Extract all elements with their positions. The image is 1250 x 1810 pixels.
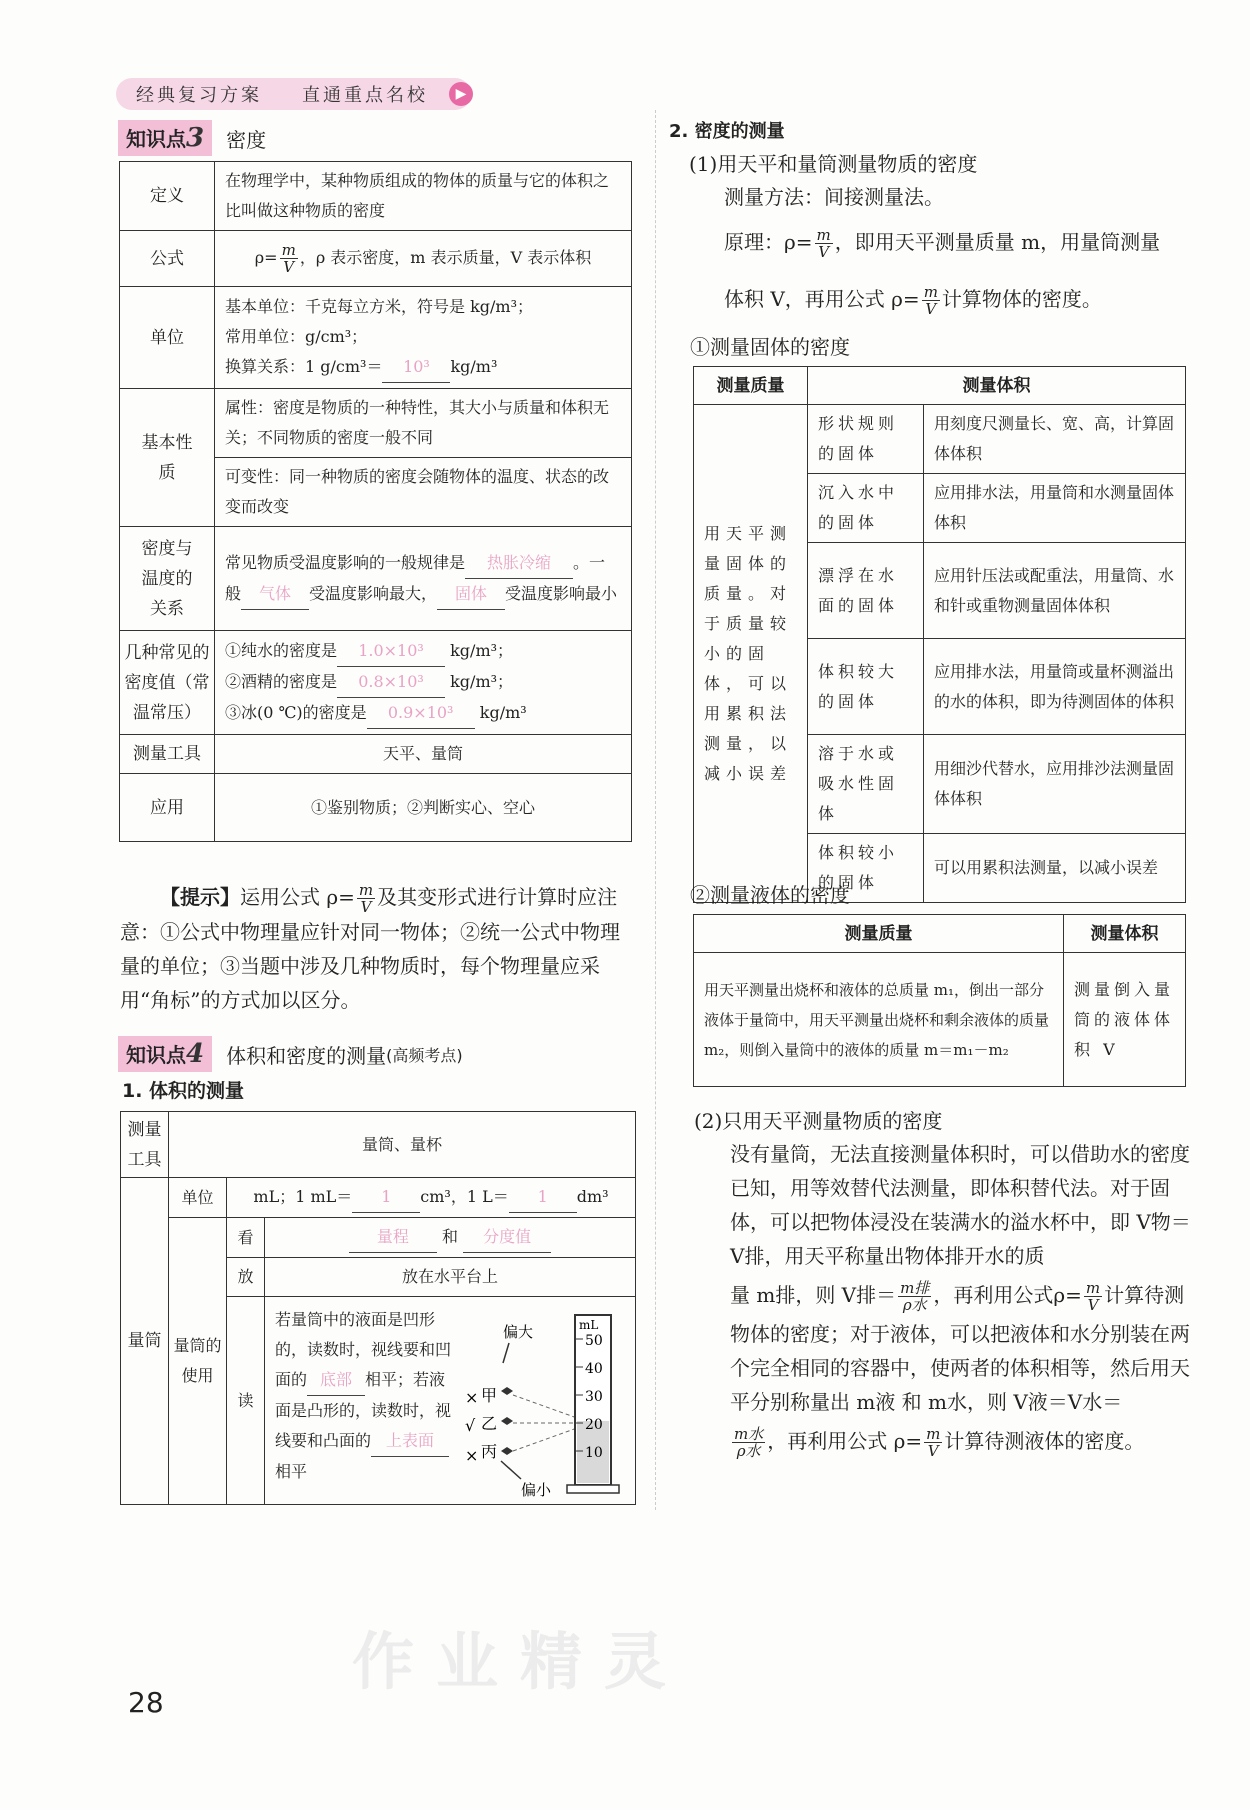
column-divider: [655, 110, 656, 1510]
p2-fraction2: [1084, 1280, 1102, 1313]
principle2-fraction: [922, 284, 940, 317]
formula-cell: [215, 231, 632, 287]
answer-fill: 1.0×10³: [337, 636, 445, 667]
principle2-pre: 体积 V，再用公式 ρ=: [724, 287, 920, 311]
frac-den: V: [818, 243, 830, 261]
principle2-post: 计算物体的密度。: [941, 287, 1102, 311]
eye-icon: [501, 1417, 513, 1425]
p2-text3: 物体的密度；对于液体，可以把液体和水分别装在两个完全相同的容器中，使两者的体积相等，然后用天平分别称量出 m液 和 m水，则 V液＝V水＝: [730, 1322, 1190, 1414]
kp4-heading: 体积和密度的测量: [226, 1043, 387, 1068]
hint-post: 及其变形式进行计算时应注意：①公式中物理量应针对同一物体；②统一公式中物理量的单位；③当题中涉及几种物质时，每个物理量应采用“角标”的方式加以区分。: [120, 885, 620, 1012]
read-text: [275, 1305, 461, 1487]
vol-unit-pre: mL；1 mL＝: [253, 1187, 353, 1206]
solid-type: 形状规则的固体: [808, 405, 924, 474]
ice-density: ③冰(0 ℃)的密度是: [225, 703, 367, 722]
answer-fill: 0.9×10³: [367, 698, 475, 729]
frac-den: V: [927, 1442, 939, 1460]
read-pre: 若量筒中的液面是凹形的，读数时，视线要和凹面的: [275, 1310, 452, 1389]
fig-high-label: 偏大: [503, 1323, 534, 1341]
vol-unit-cell: [227, 1178, 636, 1218]
p2-text2-mid: ，再利用公式ρ=: [933, 1283, 1082, 1307]
formula-rho: ρ=: [254, 248, 278, 267]
answer-fill: 1: [352, 1182, 420, 1213]
liquid-density-table: [693, 914, 1186, 1087]
temp-post: 受温度影响最小: [505, 583, 618, 603]
fig-arrow-high: [503, 1343, 509, 1363]
solid-method: 可以用累积法测量，以减小误差: [924, 834, 1186, 903]
solid-head-mass: 测量质量: [694, 367, 808, 405]
unit-line1: 基本单位：千克每立方米，符号是 kg/m³；: [225, 297, 534, 316]
solid-method: 应用排水法，用量筒或量杯测溢出的水的体积，即为待测固体的体积: [924, 639, 1186, 735]
liquid-vol-text: 测量倒入量筒的液体体积 V: [1064, 953, 1186, 1087]
kp3-title: [118, 120, 266, 156]
fig-right: √: [465, 1416, 476, 1435]
solid-density-table: [693, 366, 1186, 903]
header-right: 直通重点名校: [302, 85, 428, 106]
basic-label-text: 基本性质: [141, 432, 193, 483]
unit-line2: 常用单位：g/cm³；: [225, 327, 368, 346]
frac-num: m: [358, 881, 374, 899]
vol-unit-post: dm³: [576, 1187, 609, 1206]
answer-fill: 1: [509, 1182, 577, 1213]
kp4-num: 4: [186, 1039, 205, 1069]
common-label-text: 几种常见的密度值（常温常压）: [124, 642, 210, 723]
liquid-mass-text: 用天平测量出烧杯和液体的总质量 m₁，倒出一部分液体于量筒中，用天平测量出烧杯和剩余液体的质量 m₂，则倒入量筒中的液体的质量 m＝m₁－m₂: [694, 953, 1064, 1087]
frac-den: V: [1087, 1296, 1099, 1314]
solid-type: 体积较小的固体: [808, 834, 924, 903]
app-text: ①鉴别物质；②判断实心、空心: [215, 774, 632, 842]
solid-method: 应用排水法，用量筒和水测量固体体积: [924, 474, 1186, 543]
place-label: 放: [227, 1258, 265, 1297]
formula-fraction: [280, 242, 298, 275]
fig-unit: mL: [579, 1318, 599, 1332]
liquid-head-vol: 测量体积: [1064, 915, 1186, 953]
tool-text: 天平、量筒: [215, 735, 632, 774]
answer-fill: 固体: [437, 579, 505, 610]
p2-text2-pre: 量 m排，则 V排＝: [730, 1283, 897, 1307]
fig-wrong-1: ×: [465, 1388, 479, 1407]
tick-label: 40: [585, 1361, 603, 1377]
solid-type: 溶于水或吸水性固体: [808, 735, 924, 834]
vol-unit-label: 单位: [169, 1178, 227, 1218]
temp-pre: 常见物质受温度影响的一般规律是: [225, 552, 466, 572]
p2-text4-post: 计算待测液体的密度。: [944, 1429, 1145, 1453]
play-arrow-icon: ▶: [449, 82, 473, 106]
frac-num: m水: [734, 1425, 764, 1443]
watermark: 作业精灵: [352, 1625, 689, 1698]
principle-post: ，即用天平测量质量 m，用量筒测量: [834, 230, 1161, 254]
p2-fraction4: [924, 1426, 942, 1459]
fig-arrow-low: [501, 1461, 521, 1479]
answer-fill: 底部: [307, 1365, 365, 1396]
density-table: [119, 161, 632, 842]
basic-label: [120, 389, 215, 527]
app-label: 应用: [120, 774, 215, 842]
use-label: [169, 1218, 227, 1505]
solid-type: 沉入水中的固体: [808, 474, 924, 543]
answer-fill: 10³: [382, 352, 450, 383]
vol-tool-text: 量筒、量杯: [169, 1112, 636, 1178]
frac-den: ρ水: [736, 1442, 761, 1460]
look-label: 看: [227, 1218, 265, 1258]
cylinder-label: 量筒: [121, 1178, 169, 1505]
density-unit: kg/m³；: [450, 641, 514, 660]
read-mid: 相平；若液面是凸形的，读数时，视线要和凸面的: [275, 1370, 452, 1450]
read-cell: [265, 1297, 636, 1505]
unit-line3: 换算关系：1 g/cm³＝: [225, 357, 383, 376]
tick-label: 10: [585, 1445, 603, 1461]
p2-line-frac: [730, 1273, 1192, 1317]
header-left: 经典复习方案: [136, 85, 262, 106]
cylinder-base: [567, 1485, 619, 1493]
formula-text: ，ρ 表示密度，m 表示质量，V 表示体积: [299, 248, 592, 267]
frac-num: m排: [900, 1279, 930, 1297]
look-mid: 和: [441, 1227, 458, 1246]
basic-variability: 可变性：同一种物质的密度会随物体的温度、状态的改变而改变: [215, 458, 632, 527]
fig-yi: 乙: [481, 1414, 498, 1433]
solid-type: 漂浮在水面的固体: [808, 543, 924, 639]
answer-fill: 气体: [241, 579, 309, 610]
read-label: 读: [227, 1297, 265, 1505]
unit-label: 单位: [120, 287, 215, 389]
answer-fill: 0.8×10³: [337, 667, 445, 698]
look-cell: [265, 1218, 636, 1258]
p2-text1: 没有量筒，无法直接测量体积时，可以借助水的密度已知，用等效替代法测量，即体积替代法。对于固体，可以把物体浸没在装满水的溢水杯中，即 V物＝V排，用天平称量出物体排开水的质: [730, 1142, 1191, 1268]
kp3-tag: 知识点: [126, 127, 186, 151]
kp3-num: 3: [186, 123, 205, 153]
temp-label-text: 密度与温度的关系: [141, 538, 193, 619]
frac-num: m: [923, 283, 938, 301]
use-label-text: 量筒的使用: [173, 1336, 222, 1385]
kp4-tag: 知识点: [126, 1043, 186, 1067]
answer-fill: 上表面: [371, 1426, 449, 1457]
p1-principle2: [724, 282, 1102, 317]
frac-den: V: [925, 300, 937, 318]
fig-jia: 甲: [481, 1386, 498, 1405]
common-label: [120, 631, 215, 735]
alcohol-density: ②酒精的密度是: [225, 672, 338, 691]
page-number: 28: [128, 1686, 164, 1719]
fig-wrong-2: ×: [465, 1446, 479, 1465]
temp-cell: [215, 527, 632, 631]
formula-label: 公式: [120, 231, 215, 287]
hint-fraction: [357, 882, 375, 915]
unit-cell: [215, 287, 632, 389]
frac-num: m: [281, 241, 296, 259]
def-label: 定义: [120, 162, 215, 231]
unit-line3-post: kg/m³: [450, 357, 498, 376]
volume-subtitle: 1. 体积的测量: [122, 1080, 245, 1102]
tick-label: 30: [585, 1389, 603, 1405]
hint-pre: 运用公式 ρ=: [240, 885, 355, 909]
p2-title: (2)只用天平测量物质的密度: [694, 1109, 943, 1133]
p2-fraction1: [898, 1280, 931, 1313]
density-unit: kg/m³: [479, 703, 527, 722]
frac-den: V: [283, 258, 295, 276]
p2-text2-post: 计算待测: [1104, 1283, 1185, 1307]
volume-table: [120, 1111, 636, 1505]
p2-paragraph: [730, 1137, 1192, 1463]
p2-fraction3: [732, 1426, 765, 1459]
eye-icon: [501, 1387, 513, 1395]
tool-label: 测量工具: [120, 735, 215, 774]
solid-method: 用刻度尺测量长、宽、高，计算固体体积: [924, 405, 1186, 474]
p2-text4-mid: ，再利用公式 ρ=: [767, 1429, 923, 1453]
eye-icon: [501, 1447, 513, 1455]
answer-fill: 热胀冷缩: [465, 548, 573, 579]
frac-num: m: [926, 1425, 941, 1443]
place-text: 放在水平台上: [265, 1258, 636, 1297]
hint-tag: 【提示】: [160, 885, 240, 909]
solid-method: 用细沙代替水，应用排沙法测量固体体积: [924, 735, 1186, 834]
liquid-head-mass: 测量质量: [694, 915, 1064, 953]
solid-method: 应用针压法或配重法，用量筒、水和针或重物测量固体体积: [924, 543, 1186, 639]
basic-property: 属性：密度是物质的一种特性，其大小与质量和体积无关；不同物质的密度一般不同: [215, 389, 632, 458]
solid-title: ①测量固体的密度: [690, 335, 850, 359]
principle-pre: 原理：ρ=: [724, 230, 813, 254]
kp4-title: [118, 1036, 463, 1072]
solid-mass-text: 用天平测量固体的质量。对于质量较小的固体，可以用累积法测量，以减小误差: [694, 405, 808, 903]
page-header: [116, 78, 471, 110]
def-text: 在物理学中，某种物质组成的物体的质量与它的体积之比叫做这种物质的密度: [215, 162, 632, 231]
read-post: 相平: [275, 1462, 308, 1481]
measure-subtitle: 2. 密度的测量: [669, 121, 785, 142]
answer-fill: 量程: [349, 1222, 437, 1253]
frac-num: m: [1085, 1279, 1101, 1297]
p1-principle: [724, 225, 1160, 260]
vol-tool-label-text: 测量工具: [127, 1119, 162, 1170]
solid-type: 体积较大的固体: [808, 639, 924, 735]
vol-tool-label: [121, 1112, 169, 1178]
fig-low-label: 偏小: [521, 1481, 552, 1499]
kp3-heading: 密度: [226, 127, 267, 152]
frac-den: V: [360, 898, 372, 916]
common-cell: [215, 631, 632, 735]
frac-den: ρ水: [902, 1296, 927, 1314]
fig-bing: 丙: [481, 1442, 498, 1461]
hint-paragraph: [120, 880, 638, 1017]
tick-label: 20: [585, 1417, 603, 1433]
tick-label: 50: [585, 1333, 603, 1349]
p1-title: (1)用天平和量筒测量物质的密度: [689, 152, 978, 176]
principle-fraction: [815, 227, 833, 260]
temp-label: [120, 527, 215, 631]
liquid-title: ②测量液体的密度: [690, 883, 850, 907]
answer-fill: 分度值: [463, 1222, 551, 1253]
vol-unit-mid: cm³，1 L＝: [420, 1187, 509, 1206]
density-unit: kg/m³；: [450, 672, 514, 691]
water-density: ①纯水的密度是: [225, 641, 338, 660]
frac-num: m: [816, 226, 831, 244]
p2-line-frac2: [730, 1419, 1192, 1463]
temp-mid1: 。一般: [225, 552, 606, 603]
solid-head-vol: 测量体积: [808, 367, 1186, 405]
temp-mid2: 受温度影响最大，: [309, 583, 438, 603]
p1-method: 测量方法：间接测量法。: [724, 185, 944, 209]
cylinder-reading-figure: [463, 1301, 621, 1501]
kp4-note: (高频考点): [386, 1045, 463, 1065]
